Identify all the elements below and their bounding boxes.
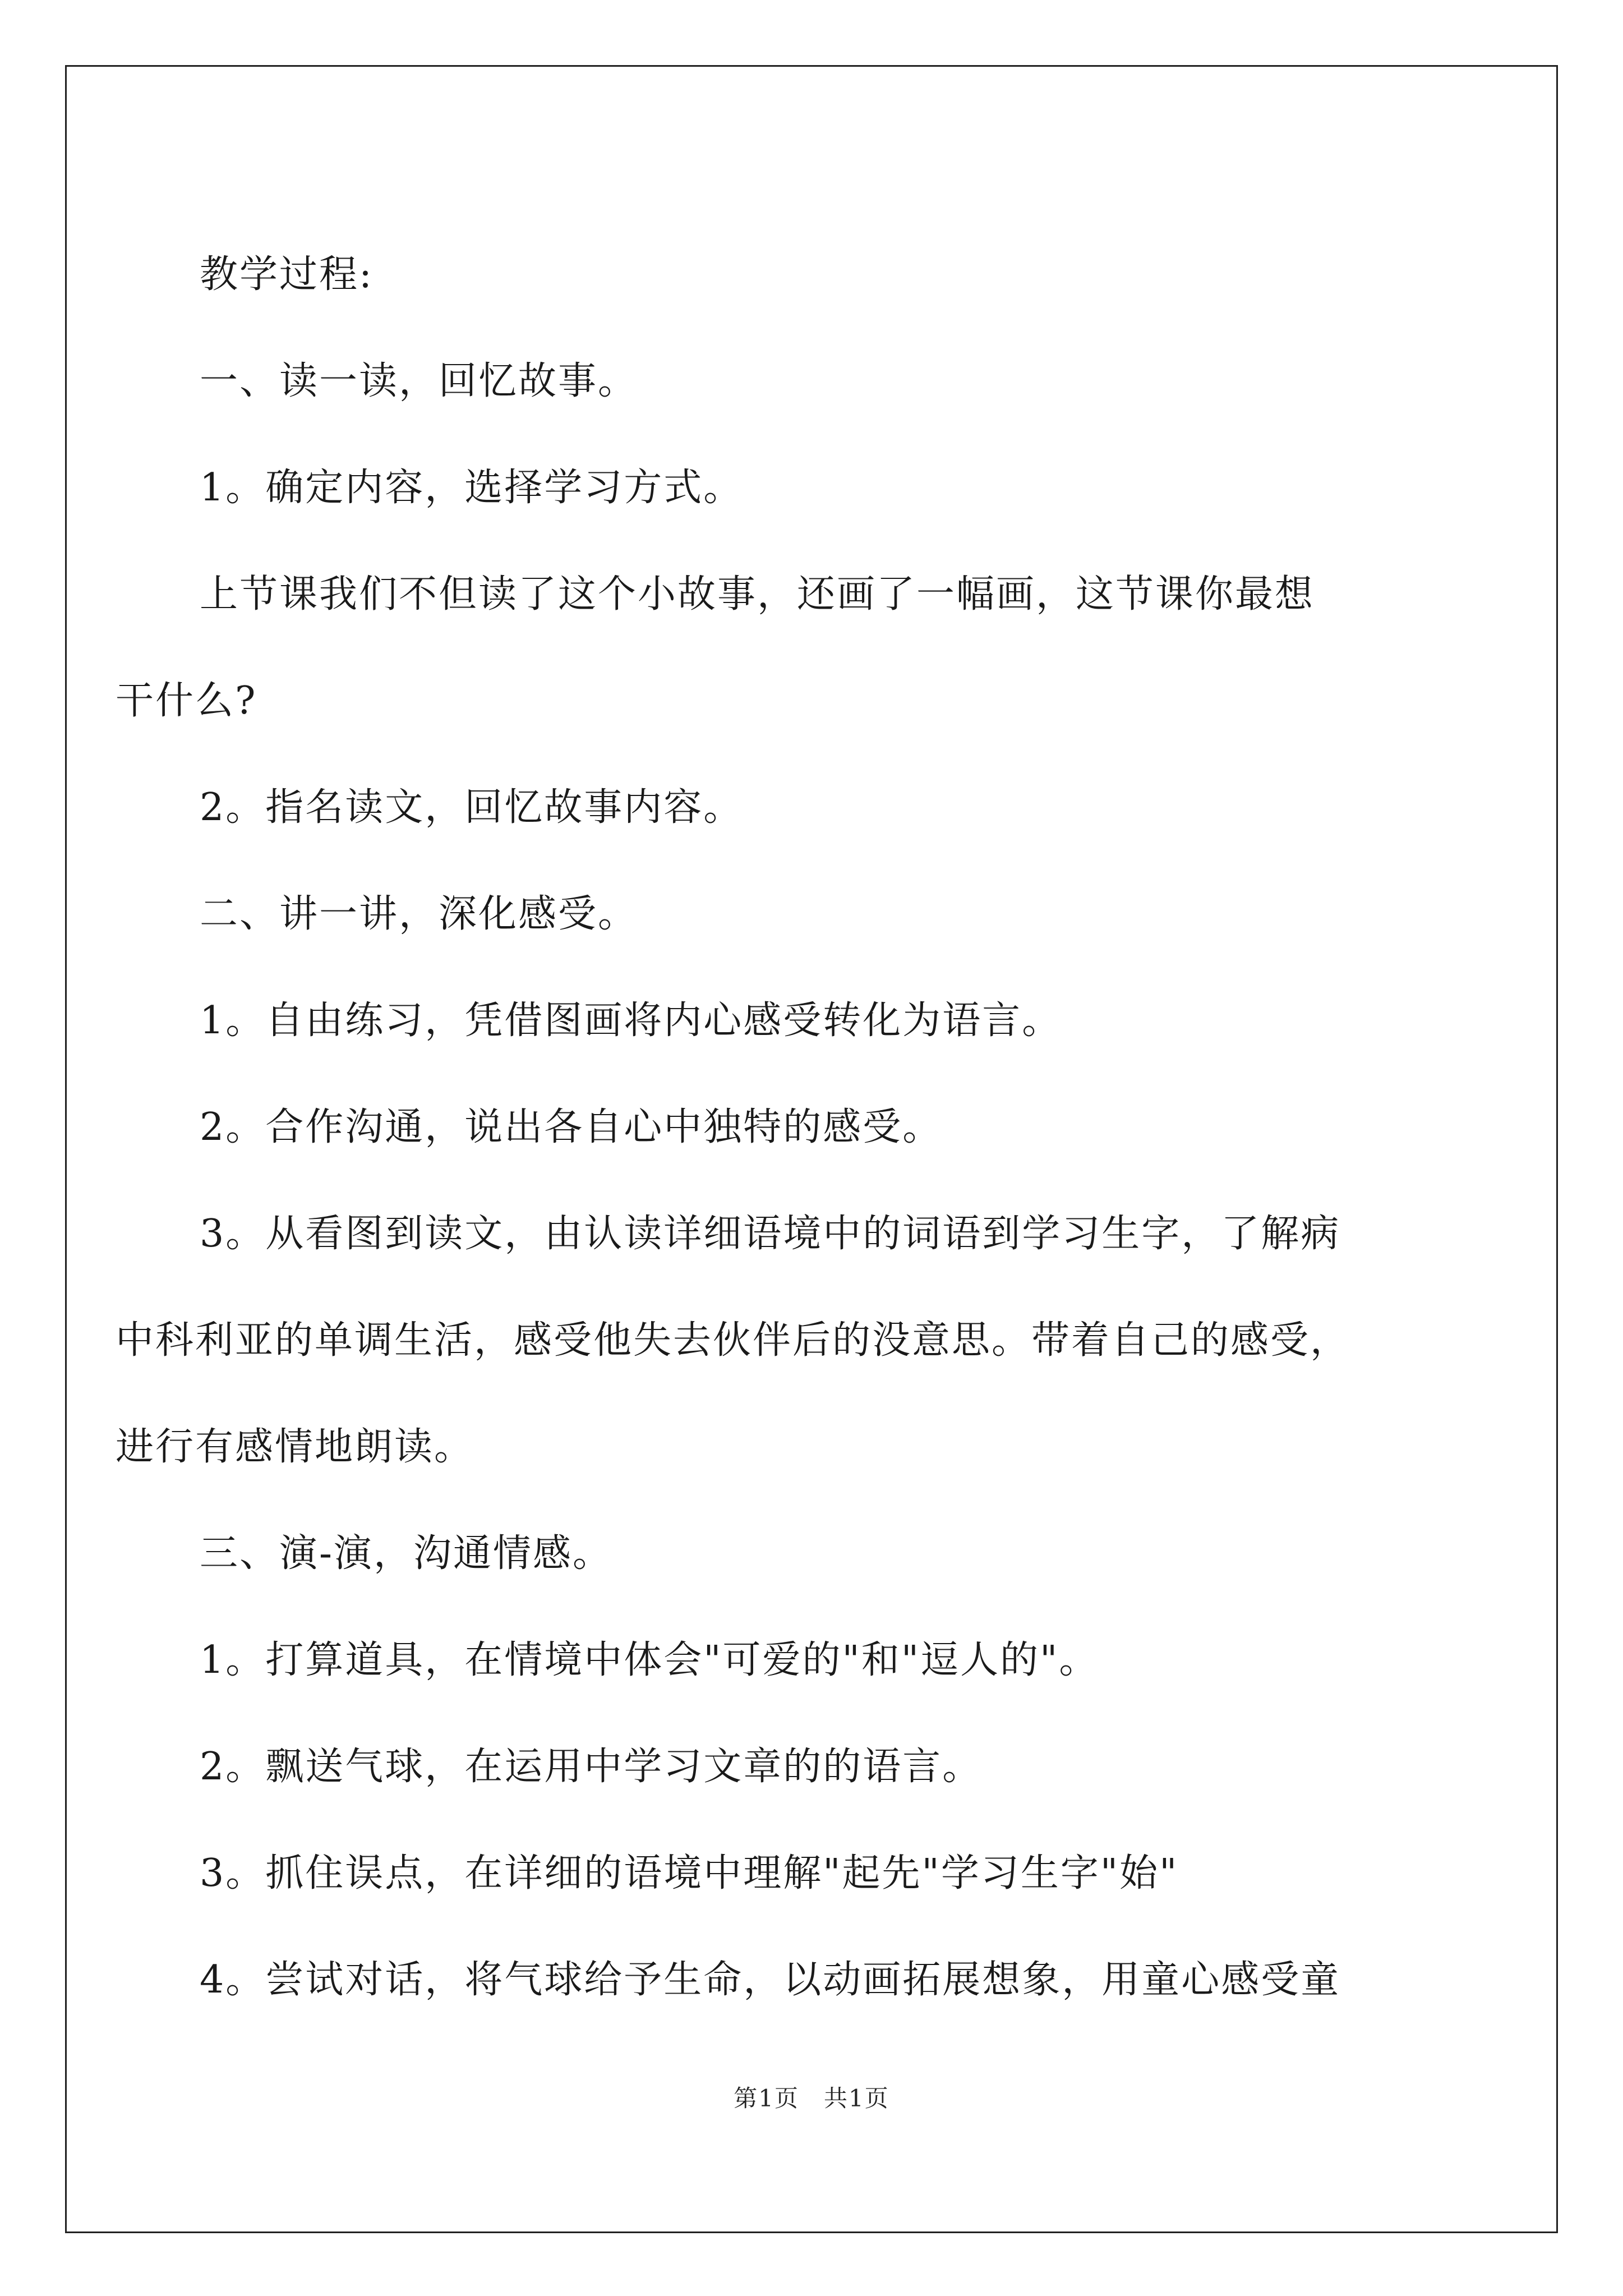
- paragraph: 2。飘送气球，在运用中学习文章的的语言。: [200, 1745, 983, 1789]
- paragraph-continuation: 干什么?: [116, 679, 257, 723]
- paragraph: 2。指名读文，回忆故事内容。: [200, 785, 744, 830]
- document-body: [116, 224, 1433, 2036]
- paragraph-continuation: 进行有感情地朗读。: [116, 1425, 474, 1469]
- paragraph: 1。确定内容，选择学习方式。: [200, 466, 744, 510]
- paragraph: 2。合作沟通，说出各自心中独特的感受。: [200, 1105, 943, 1149]
- section-1-heading: 一、读一读，回忆故事。: [200, 359, 638, 403]
- section-2-heading: 二、讲一讲，深化感受。: [200, 892, 638, 936]
- page-number-footer: 第1页 共1页: [734, 2085, 889, 2112]
- section-3-heading: 三、演-演，沟通情感。: [200, 1531, 612, 1576]
- paragraph: 1。自由练习，凭借图画将内心感受转化为语言。: [200, 999, 1062, 1043]
- heading-teaching-process: 教学过程:: [200, 252, 374, 297]
- paragraph-continuation: 中科利亚的单调生活，感受他失去伙伴后的没意思。带着自己的感受，: [116, 1318, 1350, 1363]
- paragraph: 4。尝试对话，将气球给予生命，以动画拓展想象，用童心感受童: [200, 1958, 1341, 2002]
- paragraph: 上节课我们不但读了这个小故事，还画了一幅画，这节课你最想: [200, 572, 1315, 616]
- paragraph: 1。打算道具，在情境中体会"可爱的"和"逗人的"。: [200, 1638, 1099, 1682]
- paragraph: 3。抓住误点，在详细的语境中理解"起先"学习生字"始": [200, 1851, 1179, 1895]
- paragraph: 3。从看图到读文，由认读详细语境中的词语到学习生字，了解病: [200, 1212, 1341, 1256]
